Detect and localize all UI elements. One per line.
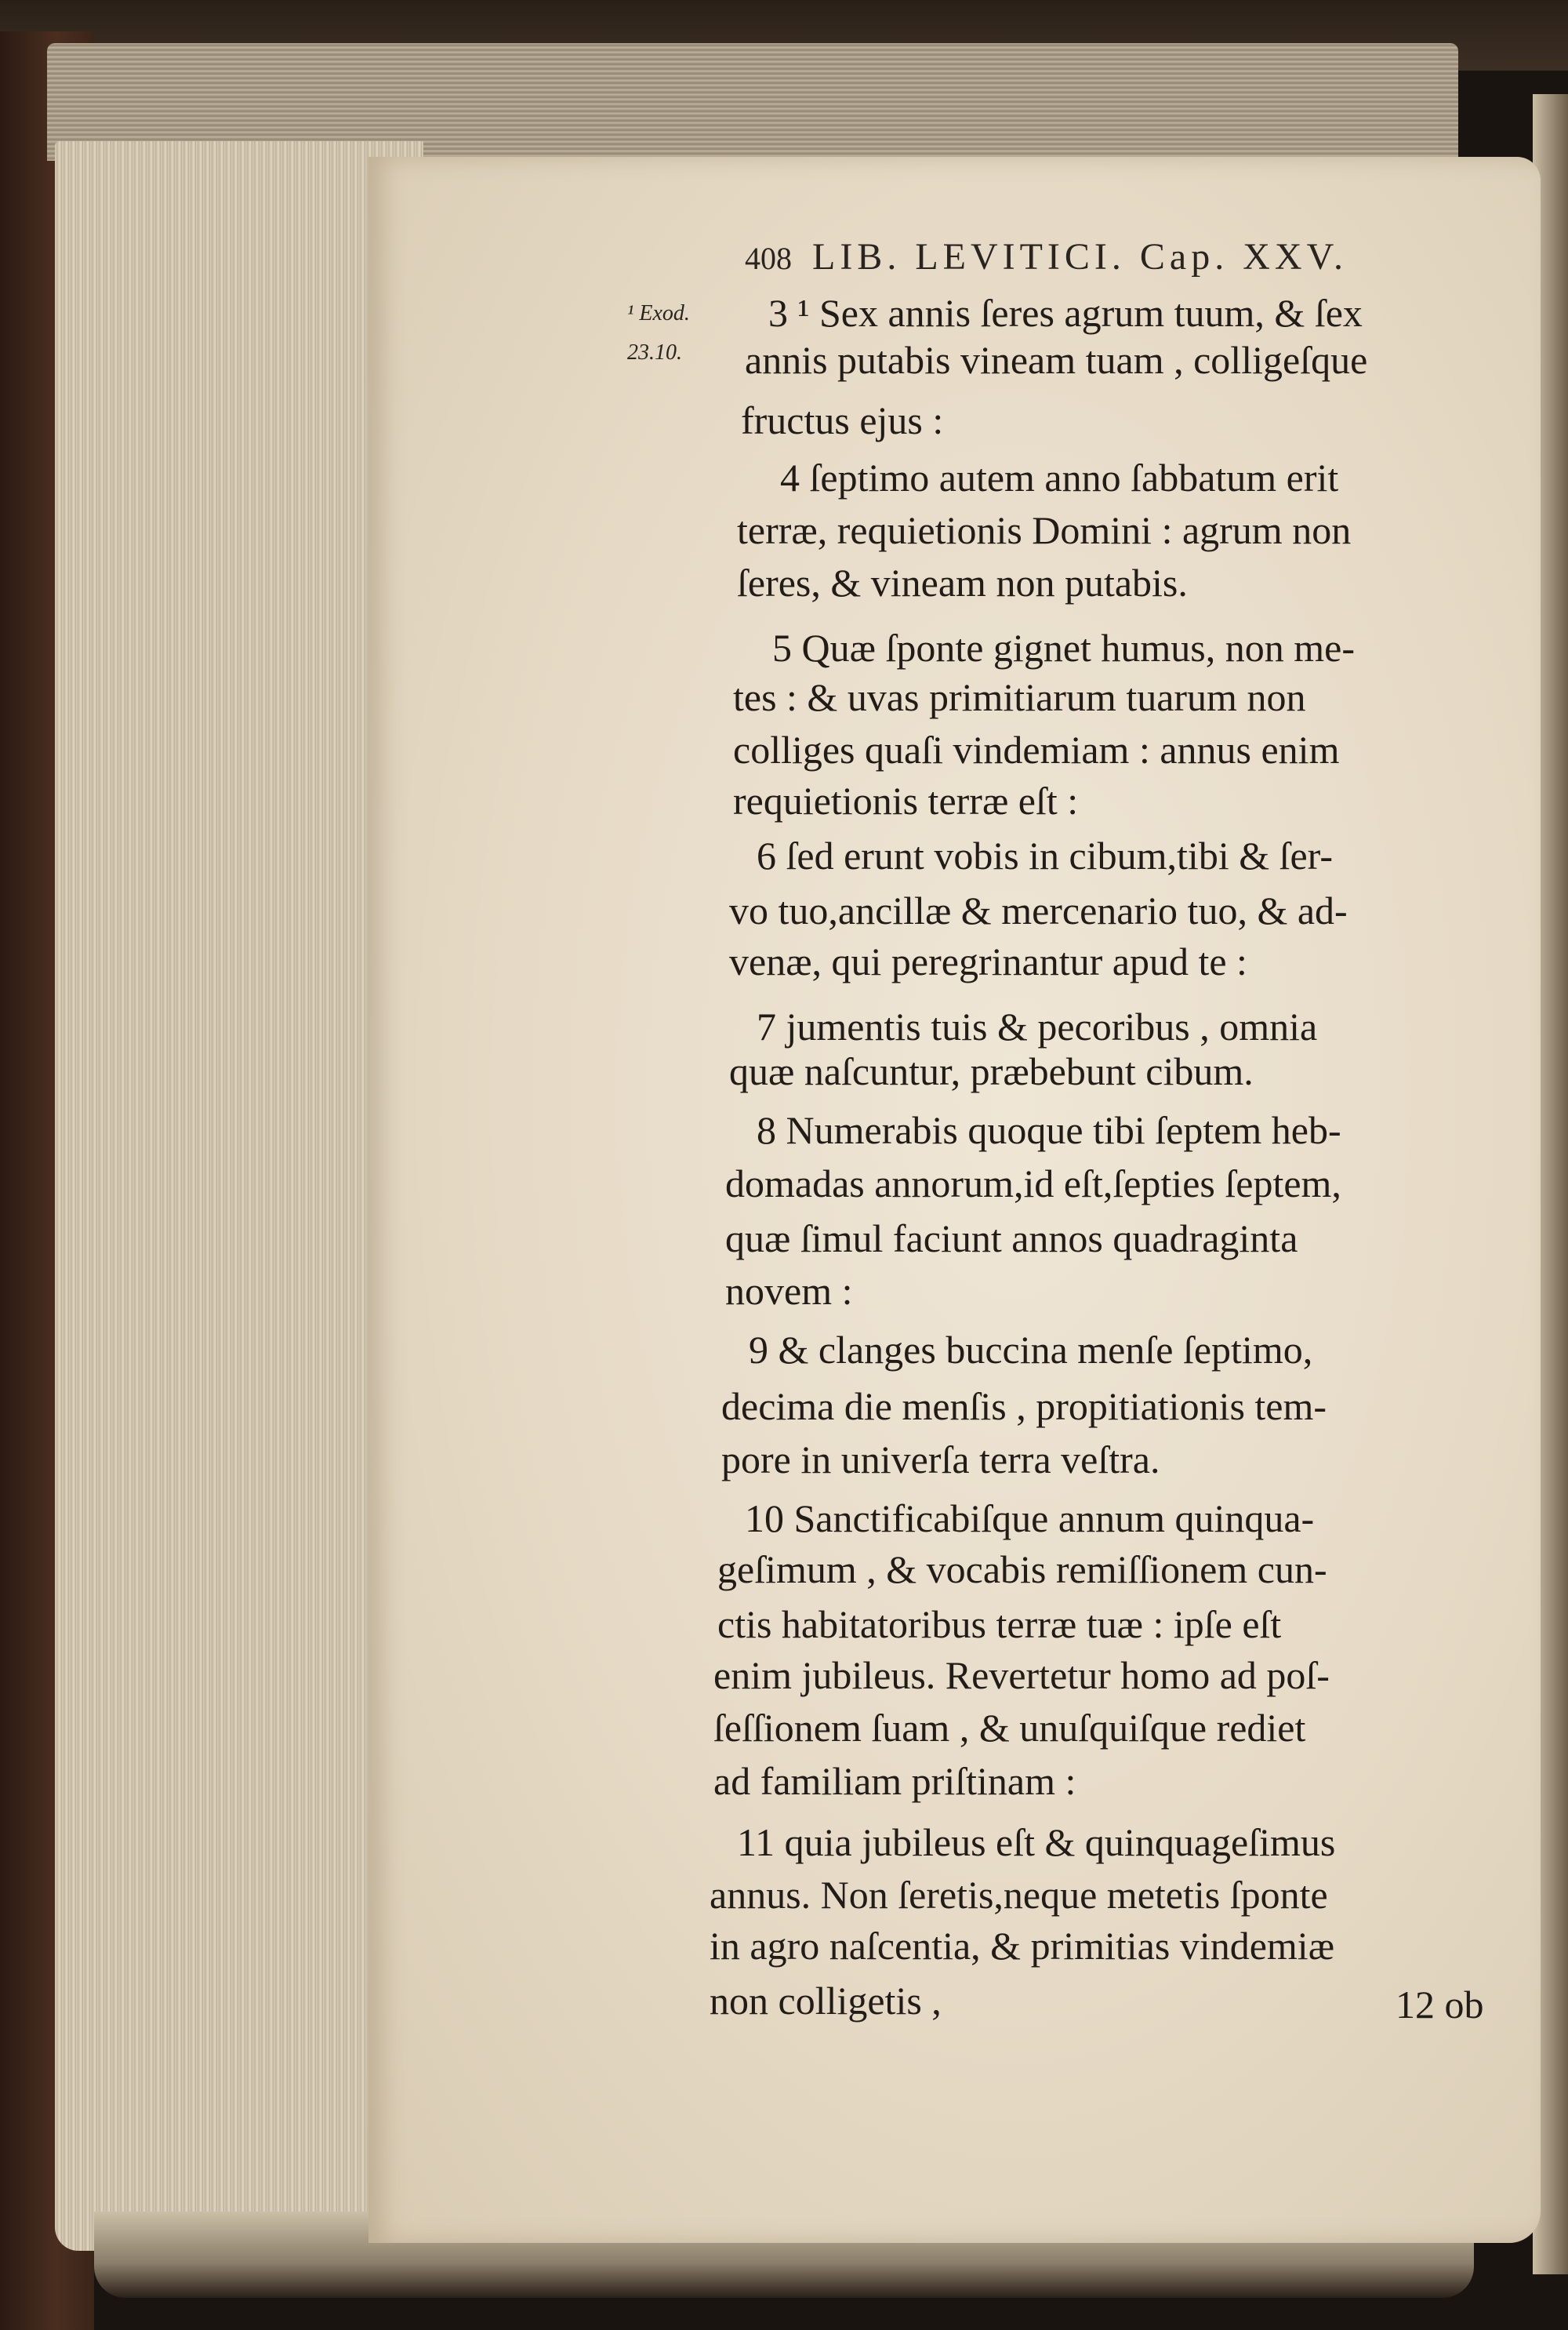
margin-reference-line: ¹ Exod. [627,301,690,325]
margin-reference [627,294,745,373]
text-line: 6 ſed erunt vobis in cibum,tibi & ſer- [757,834,1333,878]
text-line: domadas annorum,id eſt,ſepties ſeptem, [725,1161,1341,1205]
text-line: 10 Sanctificabiſque annum quinqua- [745,1496,1315,1540]
text-line: decima die menſis , propitiationis tem- [721,1384,1327,1428]
text-line: requietionis terræ eſt : [733,779,1079,823]
text-line: 5 Quæ ſponte gignet humus, non me- [772,626,1355,670]
text-line: non colligetis , [710,1979,942,2023]
text-line: enim jubileus. Revertetur homo ad poſ- [713,1653,1330,1697]
text-line: annus. Non ſeretis,neque metetis ſponte [710,1873,1328,1917]
page-title: LIB. LEVITICI. Cap. XXV. [812,236,1348,278]
text-line: colliges quaſi vindemiam : annus enim [733,728,1340,772]
running-head [745,235,1529,290]
text-line: quæ ſimul faciunt annos quadraginta [725,1216,1298,1260]
text-line: 9 & clanges buccina menſe ſeptimo, [749,1328,1313,1372]
text-line: in agro naſcentia, & primitias vindemiæ [710,1924,1335,1968]
text-line: venæ, qui peregrinantur apud te : [729,940,1247,983]
text-line: 7 jumentis tuis & pecoribus , omnia [757,1005,1318,1049]
text-line: terræ, requietionis Domini : agrum non [737,508,1352,552]
text-line: 4 ſeptimo autem anno ſabbatum erit [780,456,1339,500]
catchword: 12 ob [1396,1983,1484,2026]
page-number: 408 [745,241,792,276]
text-line: annis putabis vineam tuam , colligeſque [745,338,1368,382]
text-line: 3 ¹ Sex annis ſeres agrum tuum, & ſex [768,291,1363,335]
text-line: 8 Numerabis quoque tibi ſeptem heb- [757,1108,1341,1152]
text-line: tes : & uvas primitiarum tuarum non [733,675,1306,719]
text-line: geſimum , & vocabis remiſſionem cun- [717,1547,1327,1591]
text-line: fructus ejus : [741,398,944,442]
text-line: ctis habitatoribus terræ tuæ : ipſe eſt [717,1602,1282,1646]
margin-reference-line: 23.10. [627,340,682,365]
text-line: vo tuo,ancillæ & mercenario tuo, & ad- [729,889,1348,932]
text-line: 11 quia jubileus eſt & quinquageſimus [737,1820,1336,1864]
text-line: ſeres, & vineam non putabis. [737,561,1188,605]
text-line: quæ naſcuntur, præbebunt cibum. [729,1049,1254,1093]
text-line: pore in univerſa terra veſtra. [721,1438,1160,1481]
text-line: ſeſſionem ſuam , & unuſquiſque rediet [713,1706,1306,1750]
text-line: ad familiam priſtinam : [713,1759,1076,1803]
text-line: novem : [725,1269,853,1313]
